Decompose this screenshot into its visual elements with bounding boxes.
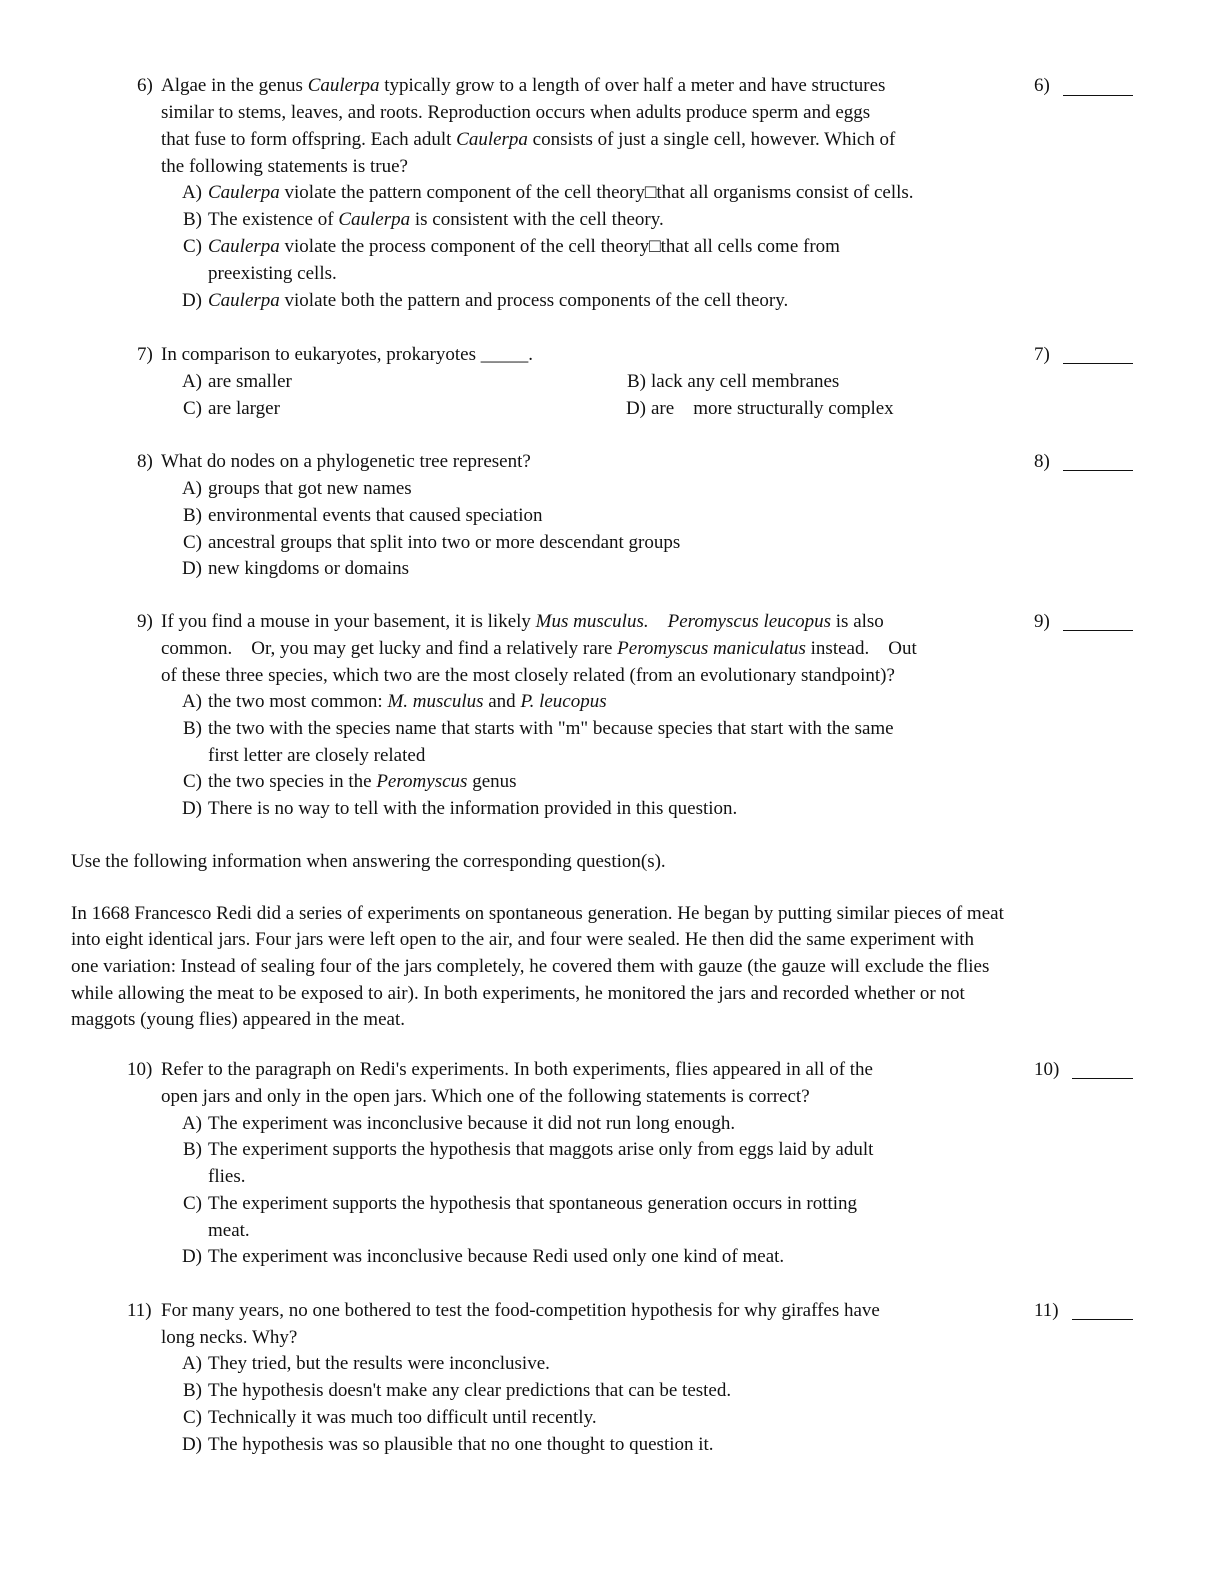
answer-number: 11) bbox=[1034, 1300, 1059, 1321]
option-text: Caulerpa violate the pattern component of the cell theory□that all organisms consist of cells. bbox=[208, 182, 914, 203]
question-stem-line: In comparison to eukaryotes, prokaryotes _____. bbox=[161, 344, 533, 365]
answer-blank[interactable] bbox=[1063, 363, 1133, 364]
option-text: Technically it was much too difficult until recently. bbox=[208, 1407, 597, 1428]
answer-blank[interactable] bbox=[1063, 470, 1133, 471]
question-stem-line: the following statements is true? bbox=[161, 156, 408, 177]
option-label: D) bbox=[181, 798, 202, 819]
question-stem-line: open jars and only in the open jars. Which one of the following statements is correct? bbox=[161, 1086, 810, 1107]
option-label: C) bbox=[183, 532, 202, 553]
option-label: B) bbox=[183, 718, 202, 739]
question-stem-line: of these three species, which two are the most closely related (from an evolutionary standpoint)? bbox=[161, 665, 895, 686]
option-label: D) bbox=[625, 398, 646, 419]
option-label: A) bbox=[181, 371, 202, 392]
option-label: D) bbox=[181, 290, 202, 311]
option-label: C) bbox=[183, 1193, 202, 1214]
info-paragraph-line: one variation: Instead of sealing four of the jars completely, he covered them with gauze (the gauze will exclude the flies bbox=[71, 956, 990, 977]
answer-blank[interactable] bbox=[1063, 630, 1133, 631]
option-text: groups that got new names bbox=[208, 478, 412, 499]
question-stem-line: If you find a mouse in your basement, it is likely Mus musculus. Peromyscus leucopus is also bbox=[161, 611, 884, 632]
info-intro: Use the following information when answering the corresponding question(s). bbox=[71, 851, 666, 872]
option-text-continued: preexisting cells. bbox=[208, 263, 337, 284]
option-text: lack any cell membranes bbox=[651, 371, 840, 392]
question-number: 6) bbox=[137, 75, 153, 96]
option-label: A) bbox=[181, 1353, 202, 1374]
option-text: The existence of Caulerpa is consistent with the cell theory. bbox=[208, 209, 664, 230]
info-paragraph-line: In 1668 Francesco Redi did a series of experiments on spontaneous generation. He began by putting similar pieces of meat bbox=[71, 903, 1004, 924]
option-text-continued: meat. bbox=[208, 1220, 250, 1241]
option-label: D) bbox=[181, 1246, 202, 1267]
answer-number: 6) bbox=[1034, 75, 1050, 96]
question-stem-line: common. Or, you may get lucky and find a relatively rare Peromyscus maniculatus instead. Out bbox=[161, 638, 917, 659]
option-label: B) bbox=[627, 371, 646, 392]
option-text: Caulerpa violate both the pattern and process components of the cell theory. bbox=[208, 290, 789, 311]
option-label: B) bbox=[183, 209, 202, 230]
option-text: There is no way to tell with the information provided in this question. bbox=[208, 798, 738, 819]
answer-blank[interactable] bbox=[1072, 1078, 1133, 1079]
option-label: C) bbox=[183, 236, 202, 257]
option-text: are smaller bbox=[208, 371, 292, 392]
answer-number: 10) bbox=[1034, 1059, 1060, 1080]
answer-blank[interactable] bbox=[1063, 95, 1133, 96]
answer-blank[interactable] bbox=[1072, 1319, 1133, 1320]
question-stem-line: long necks. Why? bbox=[161, 1327, 298, 1348]
question-stem-line: similar to stems, leaves, and roots. Reproduction occurs when adults produce sperm and eggs bbox=[161, 102, 871, 123]
question-number: 9) bbox=[137, 611, 153, 632]
question-stem-line: For many years, no one bothered to test the food-competition hypothesis for why giraffes have bbox=[161, 1300, 880, 1321]
option-label: D) bbox=[181, 1434, 202, 1455]
answer-number: 7) bbox=[1034, 344, 1050, 365]
option-label: A) bbox=[181, 691, 202, 712]
option-text: The hypothesis was so plausible that no one thought to question it. bbox=[208, 1434, 714, 1455]
question-number: 7) bbox=[137, 344, 153, 365]
option-text: ancestral groups that split into two or more descendant groups bbox=[208, 532, 681, 553]
option-label: B) bbox=[183, 505, 202, 526]
option-text: Caulerpa violate the process component of the cell theory□that all cells come from bbox=[208, 236, 840, 257]
info-paragraph-line: maggots (young flies) appeared in the meat. bbox=[71, 1009, 405, 1030]
option-text: the two with the species name that starts with "m" because species that start with the same bbox=[208, 718, 894, 739]
option-label: C) bbox=[183, 1407, 202, 1428]
option-text: are more structurally complex bbox=[651, 398, 894, 419]
question-number: 11) bbox=[127, 1300, 152, 1321]
option-text: the two species in the Peromyscus genus bbox=[208, 771, 517, 792]
option-text: The experiment supports the hypothesis that maggots arise only from eggs laid by adult bbox=[208, 1139, 874, 1160]
option-label: C) bbox=[183, 398, 202, 419]
answer-number: 8) bbox=[1034, 451, 1050, 472]
option-text: are larger bbox=[208, 398, 280, 419]
question-stem-line: What do nodes on a phylogenetic tree represent? bbox=[161, 451, 531, 472]
option-label: B) bbox=[183, 1139, 202, 1160]
option-text: new kingdoms or domains bbox=[208, 558, 410, 579]
question-stem-line: Algae in the genus Caulerpa typically grow to a length of over half a meter and have structures bbox=[161, 75, 886, 96]
option-text: The experiment supports the hypothesis that spontaneous generation occurs in rotting bbox=[208, 1193, 858, 1214]
option-label: A) bbox=[181, 182, 202, 203]
option-text: They tried, but the results were inconclusive. bbox=[208, 1353, 550, 1374]
question-number: 8) bbox=[137, 451, 153, 472]
answer-number: 9) bbox=[1034, 611, 1050, 632]
option-text: The experiment was inconclusive because it did not run long enough. bbox=[208, 1113, 736, 1134]
question-stem-line: Refer to the paragraph on Redi's experiments. In both experiments, flies appeared in all of the bbox=[161, 1059, 873, 1080]
option-label: C) bbox=[183, 771, 202, 792]
option-text-continued: flies. bbox=[208, 1166, 246, 1187]
option-label: D) bbox=[181, 558, 202, 579]
option-text: the two most common: M. musculus and P. leucopus bbox=[208, 691, 607, 712]
question-stem-line: that fuse to form offspring. Each adult Caulerpa consists of just a single cell, however. Which of bbox=[161, 129, 896, 150]
option-text: environmental events that caused speciation bbox=[208, 505, 543, 526]
info-paragraph-line: into eight identical jars. Four jars were left open to the air, and four were sealed. He then did the same experiment with bbox=[71, 929, 975, 950]
question-number: 10) bbox=[127, 1059, 153, 1080]
option-text: The experiment was inconclusive because Redi used only one kind of meat. bbox=[208, 1246, 785, 1267]
option-text-continued: first letter are closely related bbox=[208, 745, 426, 766]
info-paragraph-line: while allowing the meat to be exposed to air). In both experiments, he monitored the jars and recorded whether or not bbox=[71, 983, 965, 1004]
option-label: A) bbox=[181, 478, 202, 499]
option-text: The hypothesis doesn't make any clear predictions that can be tested. bbox=[208, 1380, 732, 1401]
option-label: A) bbox=[181, 1113, 202, 1134]
option-label: B) bbox=[183, 1380, 202, 1401]
